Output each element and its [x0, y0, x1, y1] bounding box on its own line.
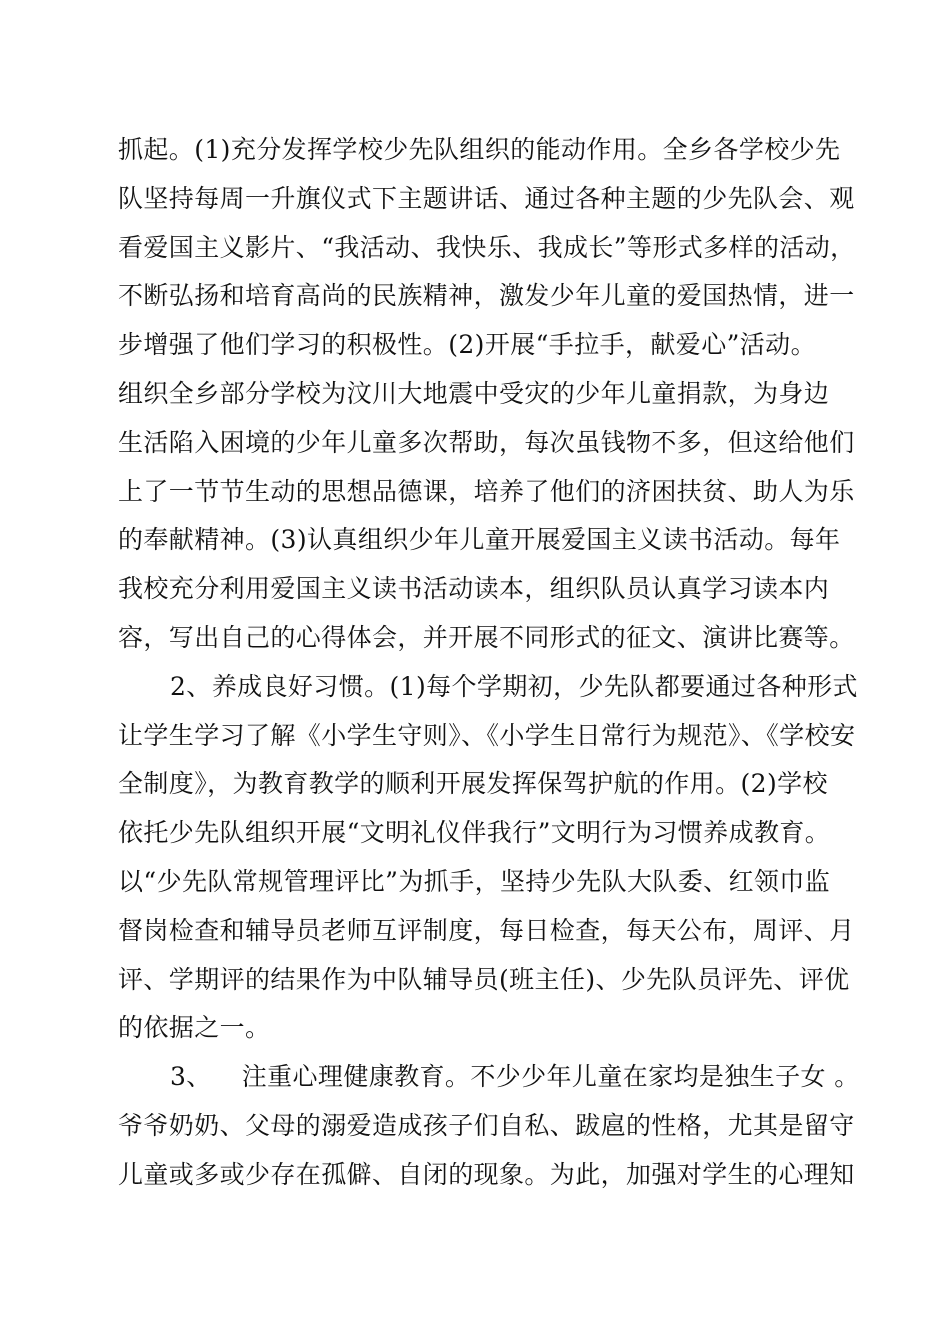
text-line: 评、学期评的结果作为中队辅导员(班主任)、少先队员评先、评优: [118, 964, 850, 994]
text-line: 抓起。(1)充分发挥学校少先队组织的能动作用。全乡各学校少先: [118, 135, 841, 164]
text-line: 我校充分利用爱国主义读书活动读本，组织队员认真学习读本内: [118, 574, 830, 604]
document-body: [118, 126, 860, 1200]
section-number: 3、: [170, 1062, 212, 1092]
text-line: 看爱国主义影片、“我活动、我快乐、我成长”等形式多样的活动，: [118, 232, 856, 262]
text-line: 组织全乡部分学校为汶川大地震中受灾的少年儿童捐款，为身边: [118, 378, 830, 408]
text-line: 上了一节节生动的思想品德课，培养了他们的济困扶贫、助人为乐: [118, 476, 855, 506]
text-line: 队坚持每周一升旗仪式下主题讲话、通过各种主题的少先队会、观: [118, 183, 855, 213]
text-line: 不断弘扬和培育高尚的民族精神，激发少年儿童的爱国热情，进一: [118, 281, 855, 311]
text-line: 以“少先队常规管理评比”为抓手，坚持少先队大队委、红领巾监: [118, 866, 831, 896]
text-line: 让学生学习了解《小学生守则》、《小学生日常行为规范》、《学校安: [118, 720, 856, 750]
text-line: 生活陷入困境的少年儿童多次帮助，每次虽钱物不多，但这给他们: [118, 427, 855, 457]
text-line: 的依据之一。: [118, 1013, 271, 1043]
text-line: 的奉献精神。(3)认真组织少年儿童开展爱国主义读书活动。每年: [118, 525, 841, 555]
section-heading-text: 注重心理健康教育。不少少年儿童在家均是独生子女 。: [241, 1062, 860, 1092]
text-line: 全制度》，为教育教学的顺利开展发挥保驾护航的作用。(2)学校: [118, 769, 828, 799]
text-line: 爷爷奶奶、父母的溺爱造成孩子们自私、跋扈的性格，尤其是留守: [118, 1110, 855, 1140]
text-line: 依托少先队组织开展“文明礼仪伴我行”文明行为习惯养成教育。: [118, 818, 831, 848]
text-line: 步增强了他们学习的积极性。(2)开展“手拉手，献爱心”活动。: [118, 330, 816, 360]
text-line: 容，写出自己的心得体会，并开展不同形式的征文、演讲比赛等。: [118, 622, 855, 652]
text-line: 儿童或多或少存在孤僻、自闭的现象。为此，加强对学生的心理知: [118, 1159, 855, 1189]
text-line: 督岗检查和辅导员老师互评制度，每日检查，每天公布，周评、月: [118, 915, 855, 945]
paragraph-3-first-line: [118, 1053, 860, 1102]
paragraph-2-first-line: 2、养成良好习惯。(1)每个学期初，少先队都要通过各种形式: [170, 671, 858, 701]
